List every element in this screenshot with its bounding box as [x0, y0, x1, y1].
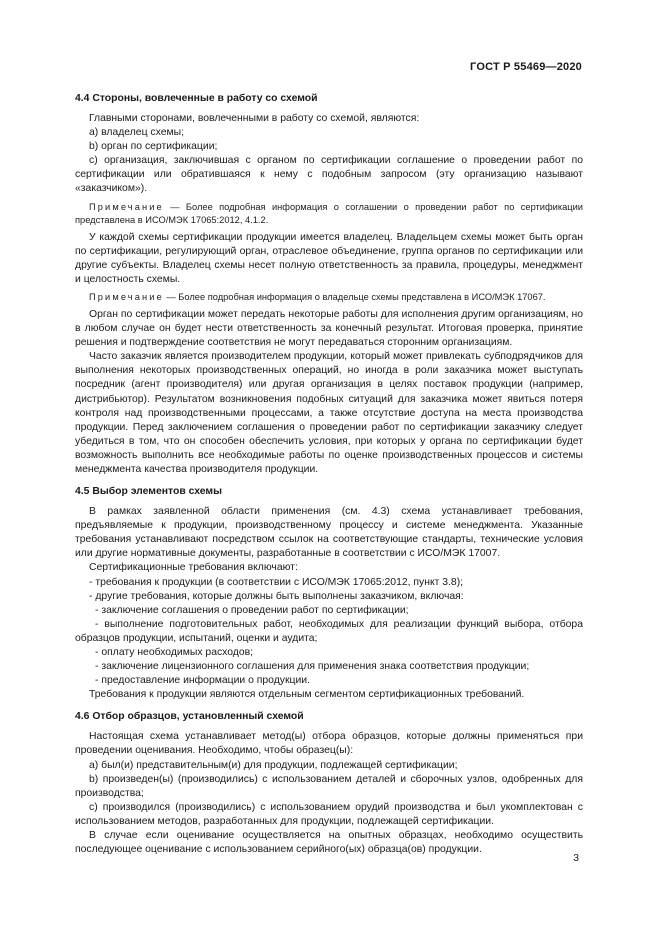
- list-item: a) владелец схемы;: [89, 127, 184, 139]
- paragraph: Настоящая схема устанавливает метод(ы) отбора образцов, которые должны применяться при проведении оценивания. Необходимо, чтобы образец(ы):: [75, 731, 583, 757]
- section-heading-4-5: 4.5 Выбор элементов схемы: [75, 486, 222, 498]
- paragraph: У каждой схемы сертификации продукции имеется владелец. Владельцем схемы может быть орган по сертификации, регулирующий орган, отраслевое объединение, группа органов по сертификации или другие субъекты. Владелец схемы несет полную ответственность за правила, процедуры, менеджмент и целостность схемы.: [75, 231, 583, 285]
- section-heading-4-4: 4.4 Стороны, вовлеченные в работу со схемой: [75, 93, 318, 104]
- note-text: — Более подробная информация о владельце схемы представлена в ИСО/МЭК 17067.: [163, 291, 546, 302]
- page-number: 3: [573, 853, 579, 864]
- list-item: c) производился (производились) с использованием орудий производства и был укомплектован с использованием методов, разработанных для продукции, подлежащей сертификации.: [75, 801, 583, 827]
- note: [75, 291, 583, 304]
- note-label: Примечание: [89, 291, 164, 302]
- list-item: - предоставление информации о продукции.: [95, 675, 310, 687]
- list-item: - заключение лицензионного соглашения для применения знака соответствия продукции;: [95, 661, 530, 673]
- paragraph: Часто заказчик является производителем продукции, который может привлекать субподрядчиков для выполнения некоторых производственных операций, но иногда в роли заказчика может выступать посредник (агент производителя) или другая организация в целях поставок продукции (например, дистрибьютор). Результатом возникновения подобных ситуаций для заказчика может явиться потеря контроля над производственными процессами, а также отсутствие доступа на места производства продукции. Перед заключением соглашения о проведении работ по сертификации заказчику следует убедиться в том, что он способен обеспечить условия, при которых у органа по сертификации будет возможность выполнить все необходимые работы по оценке производственных процессов и системы менеджмента качества производителя продукции.: [75, 351, 583, 475]
- page-content: [75, 92, 583, 857]
- paragraph: В случае если оценивание осуществляется на опытных образцах, необходимо осуществить последующее оценивание с использованием серийного(ых) образца(ов) продукции.: [75, 830, 583, 856]
- standard-code: ГОСТ Р 55469—2020: [470, 61, 582, 73]
- note: [75, 201, 583, 227]
- list-item: - другие требования, которые должны быть выполнены заказчиком, включая:: [89, 590, 464, 602]
- list-item: - требования к продукции (в соответствии с ИСО/МЭК 17065:2012, пункт 3.8);: [89, 576, 464, 588]
- section-heading-4-6: 4.6 Отбор образцов, установленный схемой: [75, 711, 304, 723]
- list-item: a) был(и) представительным(и) для продукции, подлежащей сертификации;: [89, 759, 458, 771]
- list-item: - выполнение подготовительных работ, необходимых для реализации функций выбора, отбора образцов продукции, испытаний, оценки и аудита;: [75, 618, 583, 644]
- list-item: - заключение соглашения о проведении работ по сертификации;: [95, 604, 409, 616]
- list-item: b) произведен(ы) (производились) с использованием деталей и сборочных узлов, одобренных для производства;: [75, 773, 583, 799]
- paragraph: Орган по сертификации может передать некоторые работы для исполнения другим организациям, но в любом случае он будет нести ответственность за конечный результат. Итоговая проверка, принятие решения и подтверждение соответствия не могут передаваться сторонним организациям.: [75, 308, 583, 349]
- note-text: — Более подробная информация о соглашении о проведении работ по сертификации представлена в ИСО/МЭК 17065:2012, 4.1.2.: [75, 201, 583, 225]
- list-item: b) орган по сертификации;: [89, 141, 218, 153]
- paragraph: Главными сторонами, вовлеченными в работу со схемой, являются:: [89, 113, 420, 124]
- paragraph: Сертификационные требования включают:: [89, 562, 298, 574]
- paragraph: В рамках заявленной области применения (см. 4.3) схема устанавливает требования, предъявляемые к продукции, производственному процессу и системе менеджмента. Указанные требования устанавливают посредством ссылок на соответствующие стандарты, технические условия или другие нормативные документы, разработанные в соответствии с ИСО/МЭК 17007.: [75, 506, 583, 560]
- list-item: - оплату необходимых расходов;: [95, 647, 254, 658]
- list-item: c) организация, заключившая с органом по сертификации соглашение о проведении работ по сертификации или обратившаяся к нему с подобным запросом (эту организацию называют «заказчиком»).: [75, 155, 583, 195]
- paragraph: Требования к продукции являются отдельным сегментом сертификационных требований.: [89, 689, 525, 701]
- note-label: Примечание: [89, 201, 164, 212]
